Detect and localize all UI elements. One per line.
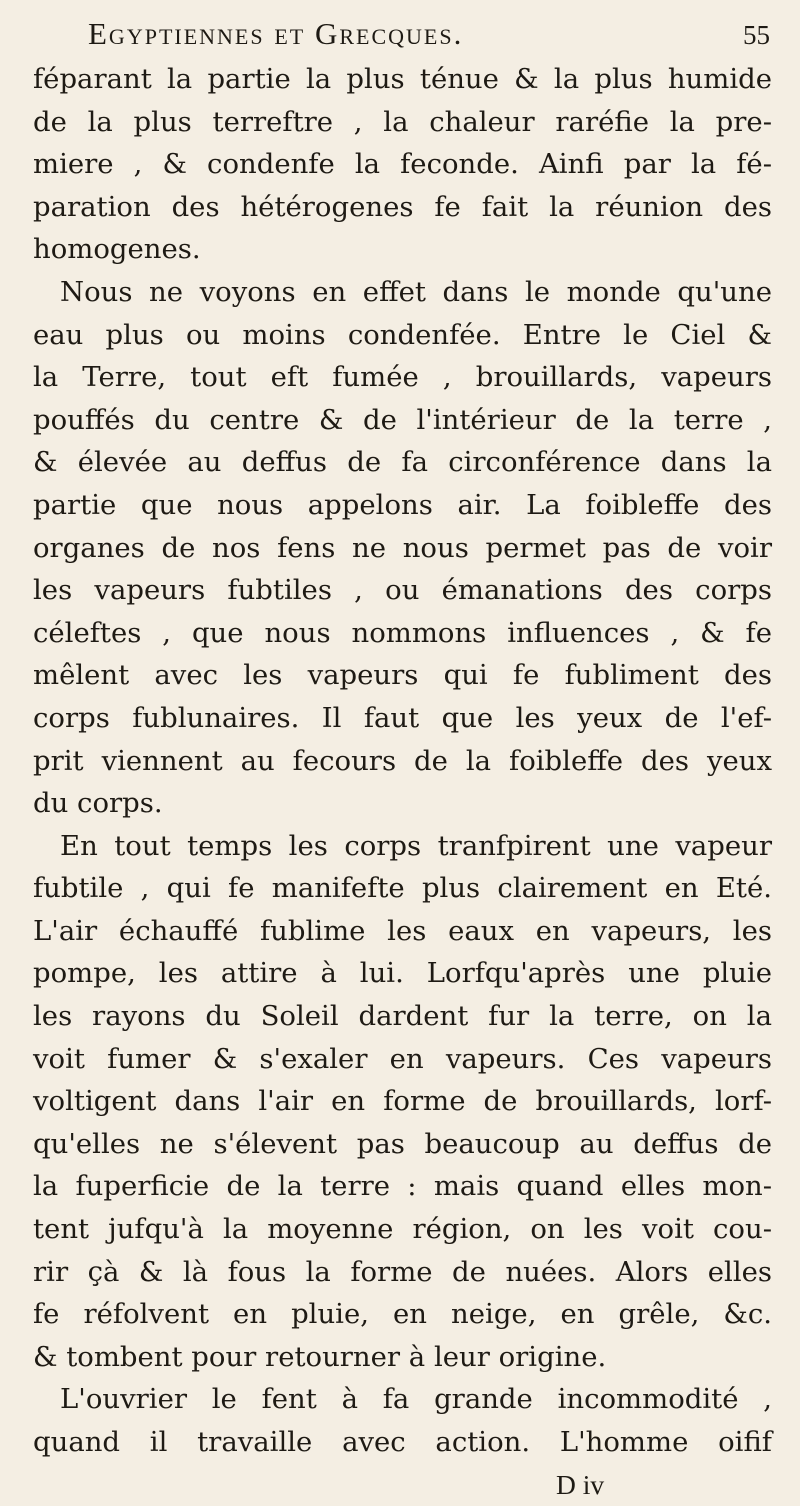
text-line: En tout temps les corps tranfpirent une vapeur — [60, 829, 772, 862]
text-line: organes de nos fens ne nous permet pas de voir — [33, 531, 772, 564]
text-line: & tombent pour retourner à leur origine. — [33, 1340, 607, 1373]
text-line: L'ouvrier le fent à fa grande incommodité , — [60, 1383, 772, 1416]
text-line: voltigent dans l'air en forme de brouillards, lorf- — [33, 1085, 772, 1118]
text-line: & élevée au deffus de fa circonférence dans la — [33, 446, 772, 479]
text-line: partie que nous appelons air. La foibleffe des — [33, 488, 772, 521]
text-line: corps fublunaires. Il faut que les yeux de l'ef- — [33, 701, 772, 734]
text-line: eau plus ou moins condenfée. Entre le Ciel & — [33, 318, 772, 351]
paragraph — [33, 1378, 772, 1463]
text-line: paration des hétérogenes fe fait la réunion des — [33, 190, 772, 223]
text-line: fe réfolvent en pluie, en neige, en grêle, &c. — [33, 1298, 772, 1331]
text-line: fubtile , qui fe manifefte plus clairement en Eté. — [33, 872, 772, 905]
text-line: voit fumer & s'exaler en vapeurs. Ces vapeurs — [33, 1042, 772, 1075]
page-header — [33, 10, 770, 58]
text-line: du corps. — [33, 787, 163, 820]
text-line: céleftes , que nous nommons influences , & fe — [33, 616, 772, 649]
text-line: de la plus terreftre , la chaleur raréfie la pre- — [33, 105, 772, 138]
paragraph — [33, 825, 772, 1379]
text-line: la fuperficie de la terre : mais quand elles mon- — [33, 1170, 772, 1203]
signature-mark: D iv — [556, 1468, 605, 1500]
paragraph — [33, 271, 772, 825]
text-line: pouffés du centre & de l'intérieur de la terre , — [33, 403, 772, 436]
text-line: tent jufqu'à la moyenne région, on les voit cou- — [33, 1213, 772, 1246]
text-line: Nous ne voyons en effet dans le monde qu'une — [60, 275, 772, 308]
paragraph — [33, 58, 772, 271]
text-line: féparant la partie la plus ténue & la plus humide — [33, 63, 772, 95]
text-line: qu'elles ne s'élevent pas beaucoup au deffus de — [33, 1127, 772, 1160]
body-text — [33, 58, 772, 1464]
text-line: pompe, les attire à lui. Lorfqu'après une pluie — [33, 957, 772, 990]
text-line: les rayons du Soleil dardent fur la terre, on la — [33, 1000, 772, 1033]
text-line: L'air échauffé fublime les eaux en vapeurs, les — [33, 914, 772, 947]
text-line: la Terre, tout eft fumée , brouillards, vapeurs — [33, 361, 772, 394]
text-line: mêlent avec les vapeurs qui fe fubliment des — [33, 659, 772, 692]
text-line: homogenes. — [33, 233, 201, 266]
text-line: miere , & condenfe la feconde. Ainfi par la fé- — [33, 148, 772, 181]
running-title: Egyptiennes et Grecques. — [88, 16, 464, 51]
page-number: 55 — [743, 20, 770, 50]
text-line: quand il travaille avec action. L'homme oifif — [33, 1426, 772, 1458]
text-line: les vapeurs fubtiles , ou émanations des corps — [33, 574, 772, 607]
text-line: prit viennent au fecours de la foibleffe des yeux — [33, 744, 772, 777]
text-line: rir çà & là fous la forme de nuées. Alors elles — [33, 1255, 772, 1288]
